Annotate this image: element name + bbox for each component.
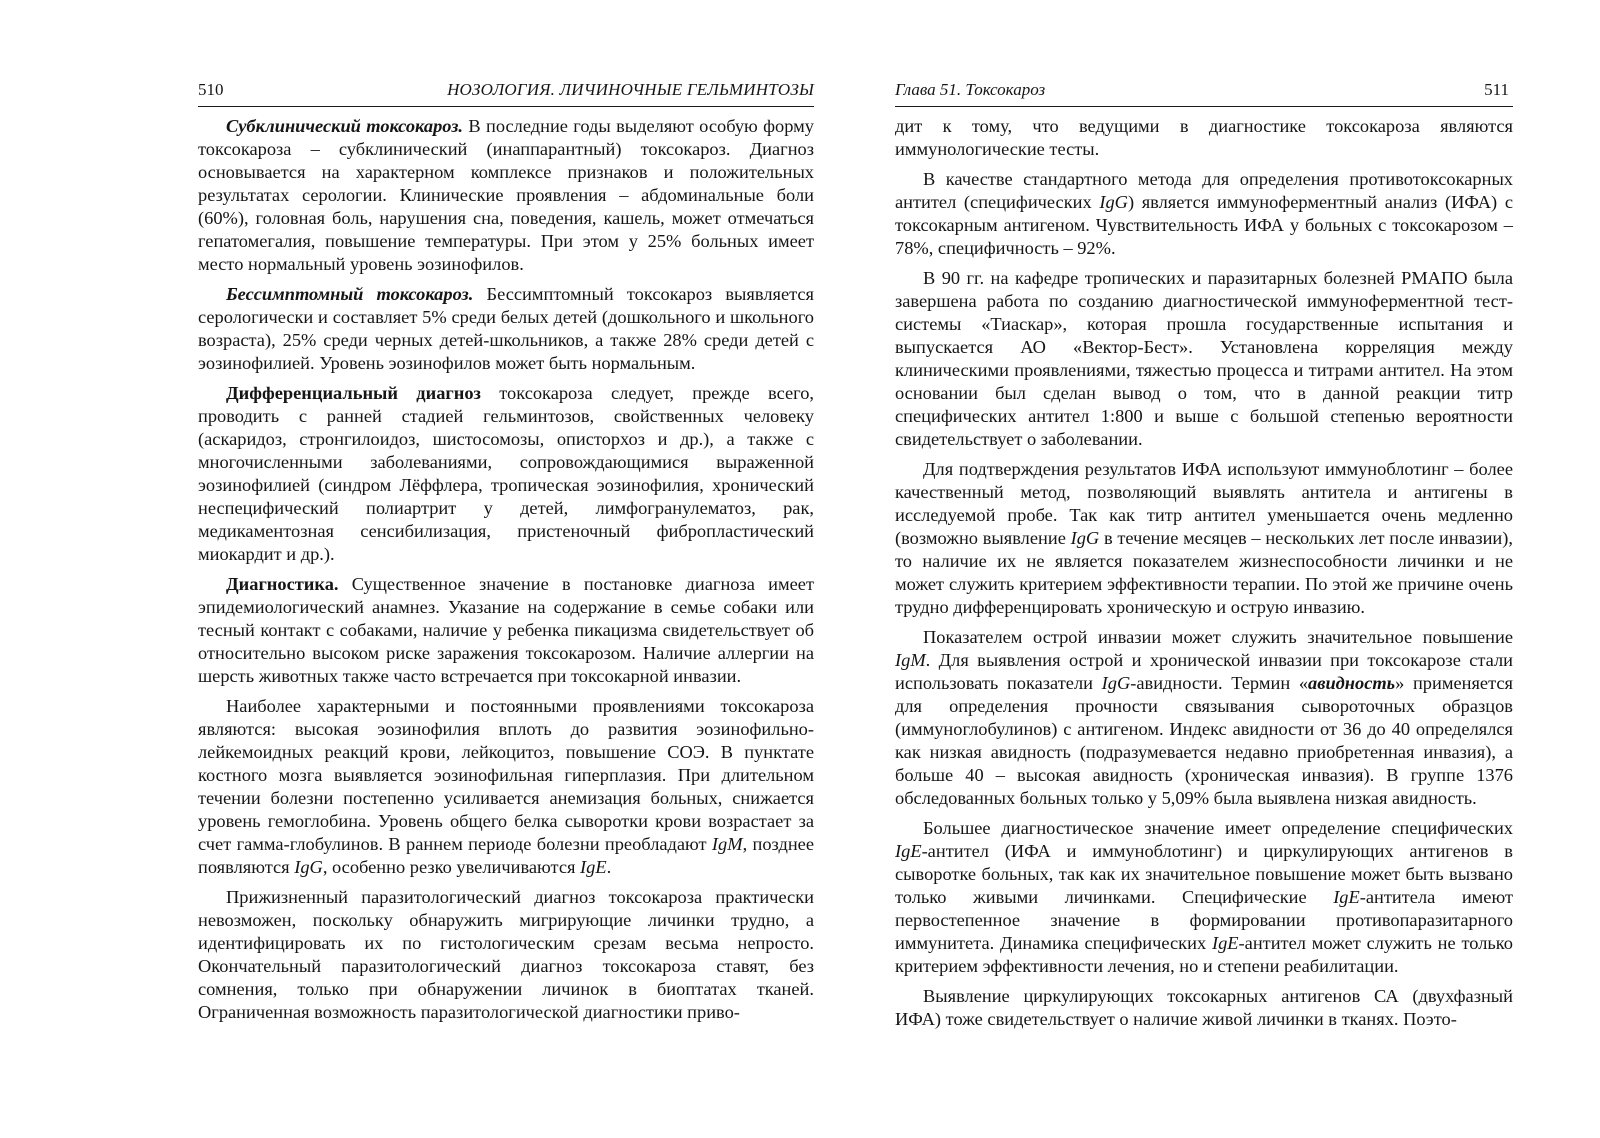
paragraph: Наиболее характерными и постоянными проявлениями токсокароза являются: высокая эозинофилия вплоть до развития эозинофильно-лейкемоидных реакций крови, лейкоцитоз, повышение СОЭ. В пунктате костного мозга выявляется эозинофильная гиперплазия. При длительном течении болезни постепенно усиливается анемизация больных, снижается уровень гемоглобина. Уровень общего белка сыворотки крови возрастает за счет гамма-глобулинов. В раннем периоде болезни преобладают IgM, позднее появляются IgG, особенно резко увеличиваются IgE. (198, 696, 814, 877)
left-body-text (198, 115, 814, 1031)
immunoglobulin-term: IgM (711, 834, 743, 854)
immunoglobulin-term: IgG (1101, 673, 1131, 693)
immunoglobulin-term: IgE (1211, 933, 1239, 953)
paragraph: Для подтверждения результатов ИФА используют иммуноблотинг – более качественный метод, позволяющий выявлять антитела и антигены в исследуемой пробе. Так как титр антител уменьшается очень медленно (возможно выявление IgG в течение месяцев – нескольких лет после инвазии), то наличие их не является показателем жизнеспособности личинки и не может служить критерием эффективности терапии. По этой же причине очень трудно дифференцировать хроническую и острую инвазию. (895, 459, 1513, 617)
right-page-number: 511 (1484, 80, 1509, 99)
paragraph: В 90 гг. на кафедре тропических и паразитарных болезней РМАПО была завершена работа по созданию диагностической иммуноферментной тест-системы «Тиаскар», которая прошла государственные испытания и выпускается АО «Вектор-Бест». Установлена корреляция между клиническими проявлениями, тяжестью процесса и титрами антител. На этом основании был сделан вывод о том, что в данной реакции титр специфических антител 1:800 и выше с большой степенью вероятности свидетельствует о заболевании. (895, 268, 1513, 449)
left-page-number: 510 (198, 80, 224, 99)
right-body-text (895, 115, 1513, 1038)
paragraph-lead: Субклинический токсокароз. (226, 116, 464, 136)
paragraph: Выявление циркулирующих токсокарных антигенов СА (двухфазный ИФА) тоже свидетельствует о наличие живой личинки в тканях. Поэто- (895, 986, 1513, 1029)
right-running-title: Глава 51. Токсокароз (895, 80, 1046, 99)
paragraph-lead: Диагностика. (226, 574, 339, 594)
paragraph-lead: Дифференциальный диагноз (226, 383, 481, 403)
immunoglobulin-term: IgM (895, 650, 926, 670)
immunoglobulin-term: IgG (294, 857, 323, 877)
left-running-title: НОЗОЛОГИЯ. ЛИЧИНОЧНЫЕ ГЕЛЬМИНТОЗЫ (447, 80, 814, 99)
paragraph: Дифференциальный диагноз токсокароза следует, прежде всего, проводить с ранней стадией гельминтозов, свойственных человеку (аскаридоз, стронгилоидоз, шистосомозы, описторхоз и др.), а также с многочисленными заболеваниями, сопровождающимися выраженной эозинофилией (синдром Лёффлера, тропическая эозинофилия, хронический неспецифический полиартрит у детей, лимфогранулематоз, рак, медикаментозная сенсибилизация, пристеночный фибропластический миокардит и др.). (198, 383, 814, 564)
paragraph: В качестве стандартного метода для определения противотоксокарных антител (специфических IgG) является иммуноферментный анализ (ИФА) с токсокарным антигеном. Чувствительность ИФА у больных с токсокарозом – 78%, специфичность – 92%. (895, 169, 1513, 258)
immunoglobulin-term: IgG (1070, 528, 1100, 548)
immunoglobulin-term: IgE (895, 841, 922, 861)
paragraph: Показателем острой инвазии может служить значительное повышение IgM. Для выявления острой и хронической инвазии при токсокарозе стали использовать показатели IgG-авидности. Термин «авидность» применяется для определения прочности связывания сывороточных образцов (иммуноглобулинов) с антигеном. Индекс авидности от 36 до 40 определялся как низкая авидность (подразумевается недавно приобретенная инвазия), а больше 40 – высокая авидность (хроническая инвазия). В группе 1376 обследованных больных только у 5,09% была выявлена низкая авидность. (895, 627, 1513, 808)
left-running-head (198, 80, 814, 107)
right-page (800, 0, 1600, 1138)
paragraph: дит к тому, что ведущими в диагностике токсокароза являются иммунологические тесты. (895, 116, 1513, 159)
paragraph: Большее диагностическое значение имеет определение специфических IgE-антител (ИФА и иммуноблотинг) и циркулирующих антигенов в сыворотке больных, так как их значительное повышение может быть вызвано только живыми личинками. Специфические IgE-антитела имеют первостепенное значение в формировании противопаразитарного иммунитета. Динамика специфических IgE-антител может служить не только критерием эффективности лечения, но и степени реабилитации. (895, 818, 1513, 976)
paragraph-lead: Бессимптомный токсокароз. (226, 284, 474, 304)
paragraph: Субклинический токсокароз. В последние годы выделяют особую форму токсокароза – субклинический (инаппарантный) токсокароз. Диагноз основывается на характерном комплексе признаков и положительных результатах серологии. Клинические проявления – абдоминальные боли (60%), головная боль, нарушения сна, поведения, кашель, может отмечаться гепатомегалия, повышение температуры. При этом у 25% больных имеет место нормальный уровень эозинофилов. (198, 116, 814, 274)
immunoglobulin-term: IgE (1333, 887, 1360, 907)
paragraph: Диагностика. Существенное значение в постановке диагноза имеет эпидемиологический анамнез. Указание на содержание в семье собаки или тесный контакт с собаками, наличие у ребенка пикацизма свидетельствует об относительно высоком риске заражения токсокарозом. Наличие аллергии на шерсть животных также часто встречается при токсокарной инвазии. (198, 574, 814, 686)
paragraph: Прижизненный паразитологический диагноз токсокароза практически невозможен, поскольку обнаружить мигрирующие личинки трудно, а идентифицировать их по гистологическим срезам весьма непросто. Окончательный паразитологический диагноз токсокароза ставят, без сомнения, только при обнаружении личинок в биоптатах тканей. Ограниченная возможность паразитологической диагностики приво- (198, 887, 814, 1022)
immunoglobulin-term: IgE (580, 857, 607, 877)
emphasized-term: авидность (1308, 673, 1396, 693)
immunoglobulin-term: IgG (1099, 192, 1128, 212)
right-running-head (895, 80, 1513, 107)
paragraph: Бессимптомный токсокароз. Бессимптомный токсокароз выявляется серологически и составляет 5% среди белых детей (дошкольного и школьного возраста), 25% среди черных детей-школьников, а также 28% среди детей с эозинофилией. Уровень эозинофилов может быть нормальным. (198, 284, 814, 373)
